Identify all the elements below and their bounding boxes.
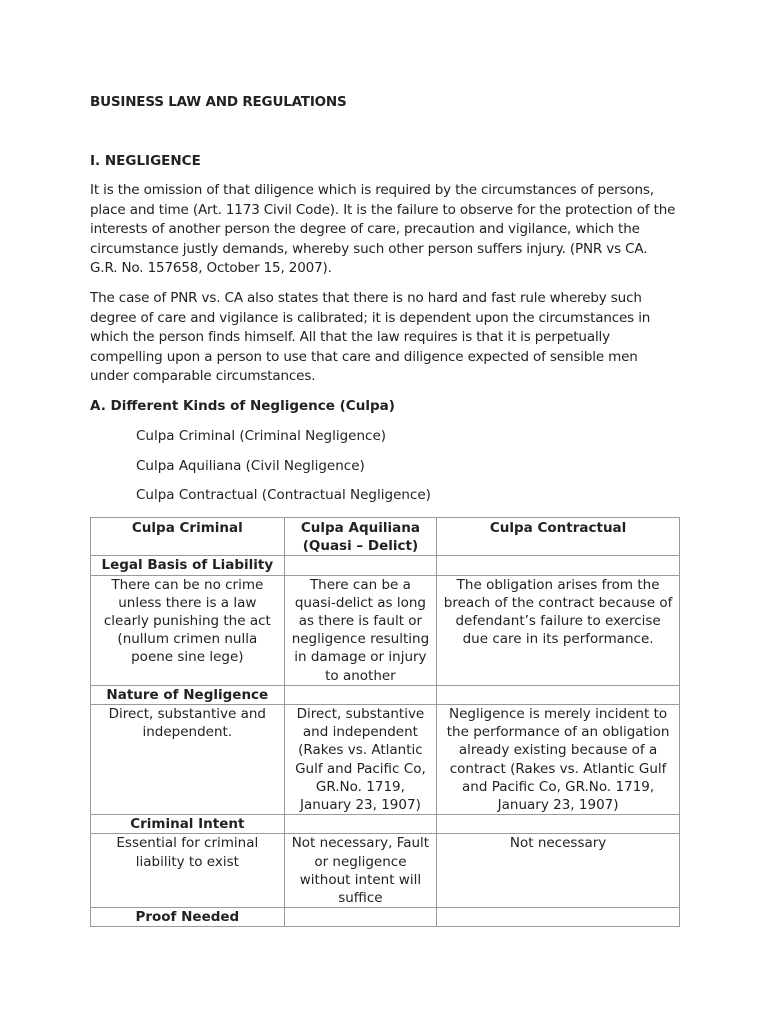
table-row — [91, 556, 680, 575]
table-row — [91, 575, 680, 685]
table-cell: Essential for criminal liability to exist — [91, 834, 285, 908]
row-label-nature: Nature of Negligence — [91, 685, 285, 704]
table-cell: Negligence is merely incident to the performance of an obligation already existing because of a contract (Rakes vs. Atlantic Gulf and Pacific Co, GR.No. 1719, January 23, 1907) — [437, 705, 680, 815]
header-culpa-criminal: Culpa Criminal — [91, 518, 285, 556]
subsection-heading: A. Different Kinds of Negligence (Culpa) — [90, 398, 395, 414]
paragraph-pnr-case: The case of PNR vs. CA also states that there is no hard and fast rule whereby such degree of care and vigilance is calibrated; it is dependent upon the circumstances in which the person finds himself. All that the law requires is that it is perpetually compelling upon a person to use that care and diligence expected of sensible men under comparable circumstances. — [90, 290, 651, 384]
empty-cell — [437, 815, 680, 834]
paragraph-definition: It is the omission of that diligence which is required by the circumstances of persons, place and time (Art. 1173 Civil Code). It is the failure to observe for the protection of the interests of another person the degree of care, precaution and vigilance, which the circumstance justly demands, whereby such other person suffers injury. (PNR vs CA. G.R. No. 157658, October 15, 2007). — [90, 182, 676, 276]
table-cell: The obligation arises from the breach of the contract because of defendant’s failure to exercise due care in its performance. — [437, 575, 680, 685]
table-row — [91, 815, 680, 834]
row-label-proof-needed: Proof Needed — [91, 908, 285, 927]
negligence-kinds-list — [136, 427, 431, 516]
table-row — [91, 705, 680, 815]
empty-cell — [437, 685, 680, 704]
table-header-row — [91, 518, 680, 556]
list-item: Culpa Aquiliana (Civil Negligence) — [136, 457, 365, 474]
empty-cell — [284, 685, 437, 704]
table-cell: There can be no crime unless there is a law clearly punishing the act (nullum crimen nulla poene sine lege) — [91, 575, 285, 685]
table-cell: Direct, substantive and independent (Rakes vs. Atlantic Gulf and Pacific Co, GR.No. 1719, January 23, 1907) — [284, 705, 437, 815]
table-row — [91, 685, 680, 704]
list-item: Culpa Criminal (Criminal Negligence) — [136, 428, 387, 444]
empty-cell — [437, 556, 680, 575]
table-cell: Direct, substantive and independent. — [91, 705, 285, 815]
header-culpa-contractual: Culpa Contractual — [437, 518, 680, 556]
row-label-criminal-intent: Criminal Intent — [91, 815, 285, 834]
list-item: Culpa Contractual (Contractual Negligence) — [136, 487, 431, 503]
empty-cell — [284, 556, 437, 575]
table-cell: There can be a quasi-delict as long as there is fault or negligence resulting in damage or injury to another — [284, 575, 437, 685]
table-cell: Not necessary, Fault or negligence without intent will suffice — [284, 834, 437, 908]
table-cell: Not necessary — [437, 834, 680, 908]
row-label-legal-basis: Legal Basis of Liability — [91, 556, 285, 575]
empty-cell — [437, 908, 680, 927]
document-title: BUSINESS LAW AND REGULATIONS — [90, 94, 347, 110]
table-row — [91, 834, 680, 908]
section-heading: I. NEGLIGENCE — [90, 153, 201, 169]
empty-cell — [284, 908, 437, 927]
empty-cell — [284, 815, 437, 834]
header-culpa-aquiliana: Culpa Aquiliana (Quasi – Delict) — [284, 518, 437, 556]
table-row — [91, 908, 680, 927]
negligence-comparison-table — [90, 517, 680, 927]
